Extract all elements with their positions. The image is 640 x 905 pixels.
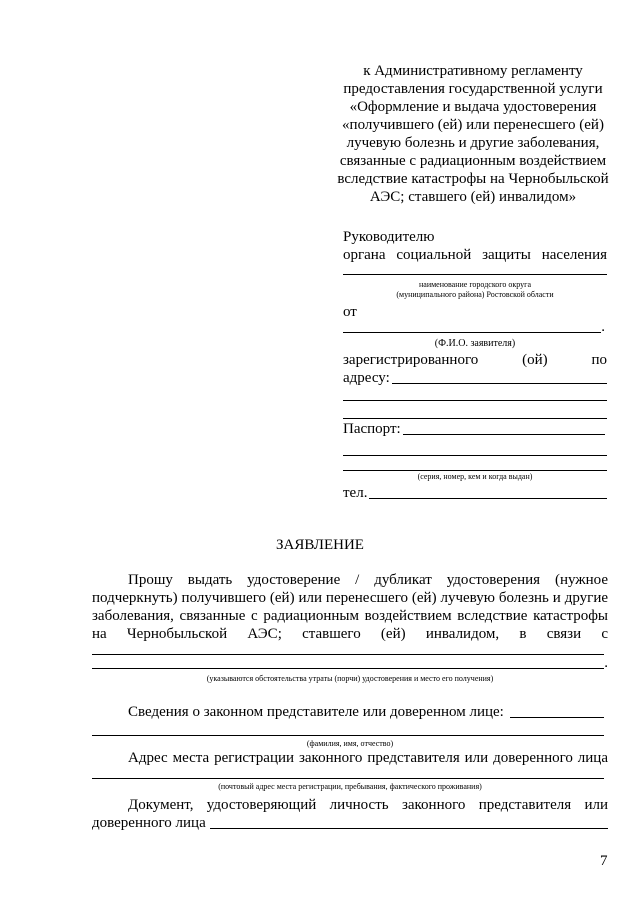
address-line[interactable] [392, 383, 607, 384]
phone-line[interactable] [369, 498, 607, 499]
hint-fio: (Ф.И.О. заявителя) [434, 338, 516, 349]
doc-label-line-2: доверенного лица [92, 815, 206, 831]
doc-line[interactable] [210, 828, 608, 829]
organ-name-line[interactable] [343, 274, 607, 275]
header-line: «получившего (ей) или перенесшего (ей) [342, 117, 604, 133]
rep-info-field[interactable] [128, 703, 604, 721]
header-line: лучевую болезнь и другие заболевания, [346, 135, 600, 151]
hint-circumstances: (указываются обстоятельства утраты (порчи) удостоверения и место его получения) [206, 674, 494, 683]
rep-info-label: Сведения о законном представителе или доверенном лице: [128, 704, 504, 720]
header-line: «Оформление и выдача удостоверения [349, 99, 597, 115]
request-paragraph [92, 571, 608, 643]
from-label: от [343, 304, 357, 320]
paragraph-line: заболевания, связанные с радиационным воздействием вследствие катастрофы [92, 608, 608, 624]
header-line: предоставления государственной услуги [343, 81, 603, 97]
passport-line[interactable] [403, 434, 605, 435]
page-number: 7 [600, 853, 608, 869]
address-line-2[interactable] [343, 400, 607, 401]
header-line: АЭС; ставшего (ей) инвалидом» [369, 189, 577, 205]
registered-label: зарегистрированного (ой) по [343, 352, 607, 368]
circumstances-end: . [604, 655, 608, 671]
rep-address-line[interactable] [92, 778, 604, 779]
header-line: вследствие катастрофы на Чернобыльской [337, 171, 609, 187]
rep-address-label: Адрес места регистрации законного представителя или доверенного лица [128, 750, 608, 766]
doc-label-line-1: Документ, удостоверяющий личность законного представителя или [128, 797, 608, 813]
header-line: связанные с радиационным воздействием [339, 153, 607, 169]
doc-field[interactable] [92, 814, 608, 832]
header-line: к Административному регламенту [363, 63, 583, 79]
address-line-3[interactable] [343, 418, 607, 419]
fio-line[interactable] [343, 332, 601, 333]
fio-end: . [601, 319, 605, 335]
hint-passport: (серия, номер, кем и когда выдан) [417, 472, 533, 481]
paragraph-line: подчеркнуть) получившего (ей) или перенесшего (ей) лучевую болезнь и другие [92, 590, 608, 606]
address-label: адресу: [343, 370, 390, 386]
rep-name-line[interactable] [92, 735, 604, 736]
passport-line-2[interactable] [343, 455, 607, 456]
passport-label: Паспорт: [343, 421, 401, 437]
appendix-header [318, 62, 628, 206]
hint-area: наименование городского округа (муниципального района) Ростовской области [396, 280, 554, 299]
paragraph-line: на Чернобыльской АЭС; ставшего (ей) инвалидом, в связи с [92, 626, 608, 642]
address-field[interactable] [343, 369, 607, 387]
passport-field[interactable] [343, 420, 605, 438]
phone-label: тел. [343, 485, 368, 501]
recipient-organ: органа социальной защиты населения [343, 247, 607, 263]
paragraph-line: Прошу выдать удостоверение / дубликат удостоверения (нужное [128, 572, 608, 588]
document-title: ЗАЯВЛЕНИЕ [276, 537, 364, 553]
circumstances-line-2[interactable] [92, 668, 604, 669]
rep-info-line[interactable] [510, 717, 604, 718]
circumstances-field[interactable] [92, 654, 608, 672]
applicant-fio-field[interactable] [343, 318, 605, 336]
recipient-title: Руководителю [343, 229, 435, 245]
hint-rep-name: (фамилия, имя, отчество) [306, 739, 394, 748]
hint-rep-address: (почтовый адрес места регистрации, пребывания, фактического проживания) [218, 782, 482, 791]
passport-line-3[interactable] [343, 470, 607, 471]
phone-field[interactable] [343, 484, 607, 502]
